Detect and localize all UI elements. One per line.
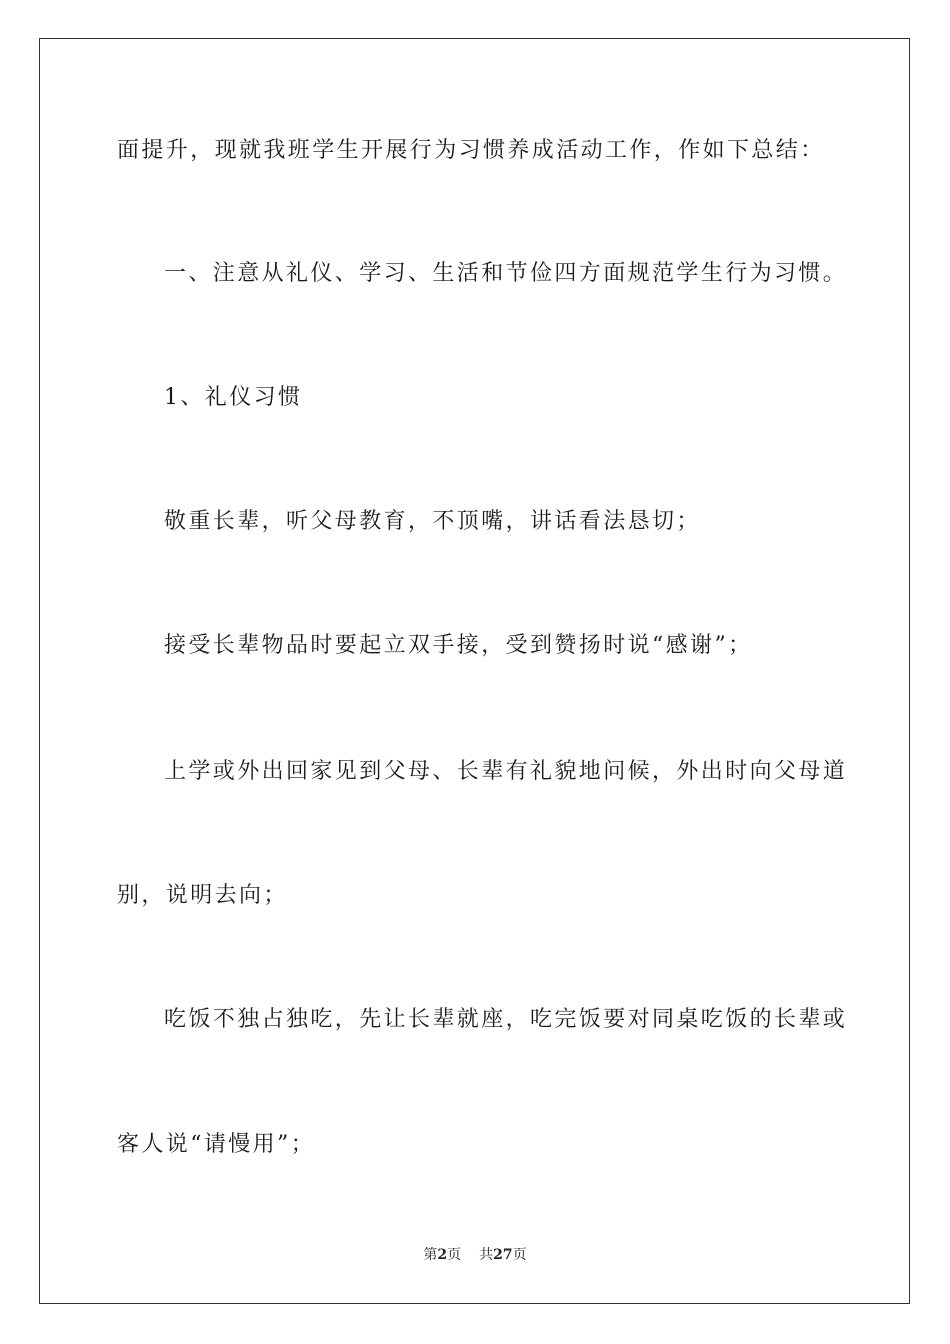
page-border [39,38,910,1304]
paragraph-line: 面提升，现就我班学生开展行为习惯养成活动工作，作如下总结： [117,138,825,163]
subsection-heading: 1、礼仪习惯 [164,385,303,410]
paragraph-line: 吃饭不独占独吃，先让长辈就座，吃完饭要对同桌吃饭的长辈或 [164,1007,848,1032]
paragraph-line: 接受长辈物品时要起立双手接，受到赞扬时说“感谢”； [164,633,753,658]
paragraph-line: 客人说“请慢用”； [117,1132,316,1157]
paragraph-line: 别，说明去向； [117,883,288,908]
total-prefix: 共 [479,1247,494,1263]
page-number: 2 [437,1247,448,1263]
section-heading: 一、注意从礼仪、学习、生活和节俭四方面规范学生行为习惯。 [164,261,848,286]
total-pages: 27 [493,1247,513,1263]
page-footer [0,1245,950,1265]
page-prefix: 第 [423,1247,438,1263]
page-suffix: 页 [447,1247,462,1263]
total-suffix: 页 [512,1247,527,1263]
paragraph-line: 敬重长辈，听父母教育，不顶嘴，讲话看法恳切； [164,509,701,534]
paragraph-line: 上学或外出回家见到父母、长辈有礼貌地问候，外出时向父母道 [164,759,848,784]
